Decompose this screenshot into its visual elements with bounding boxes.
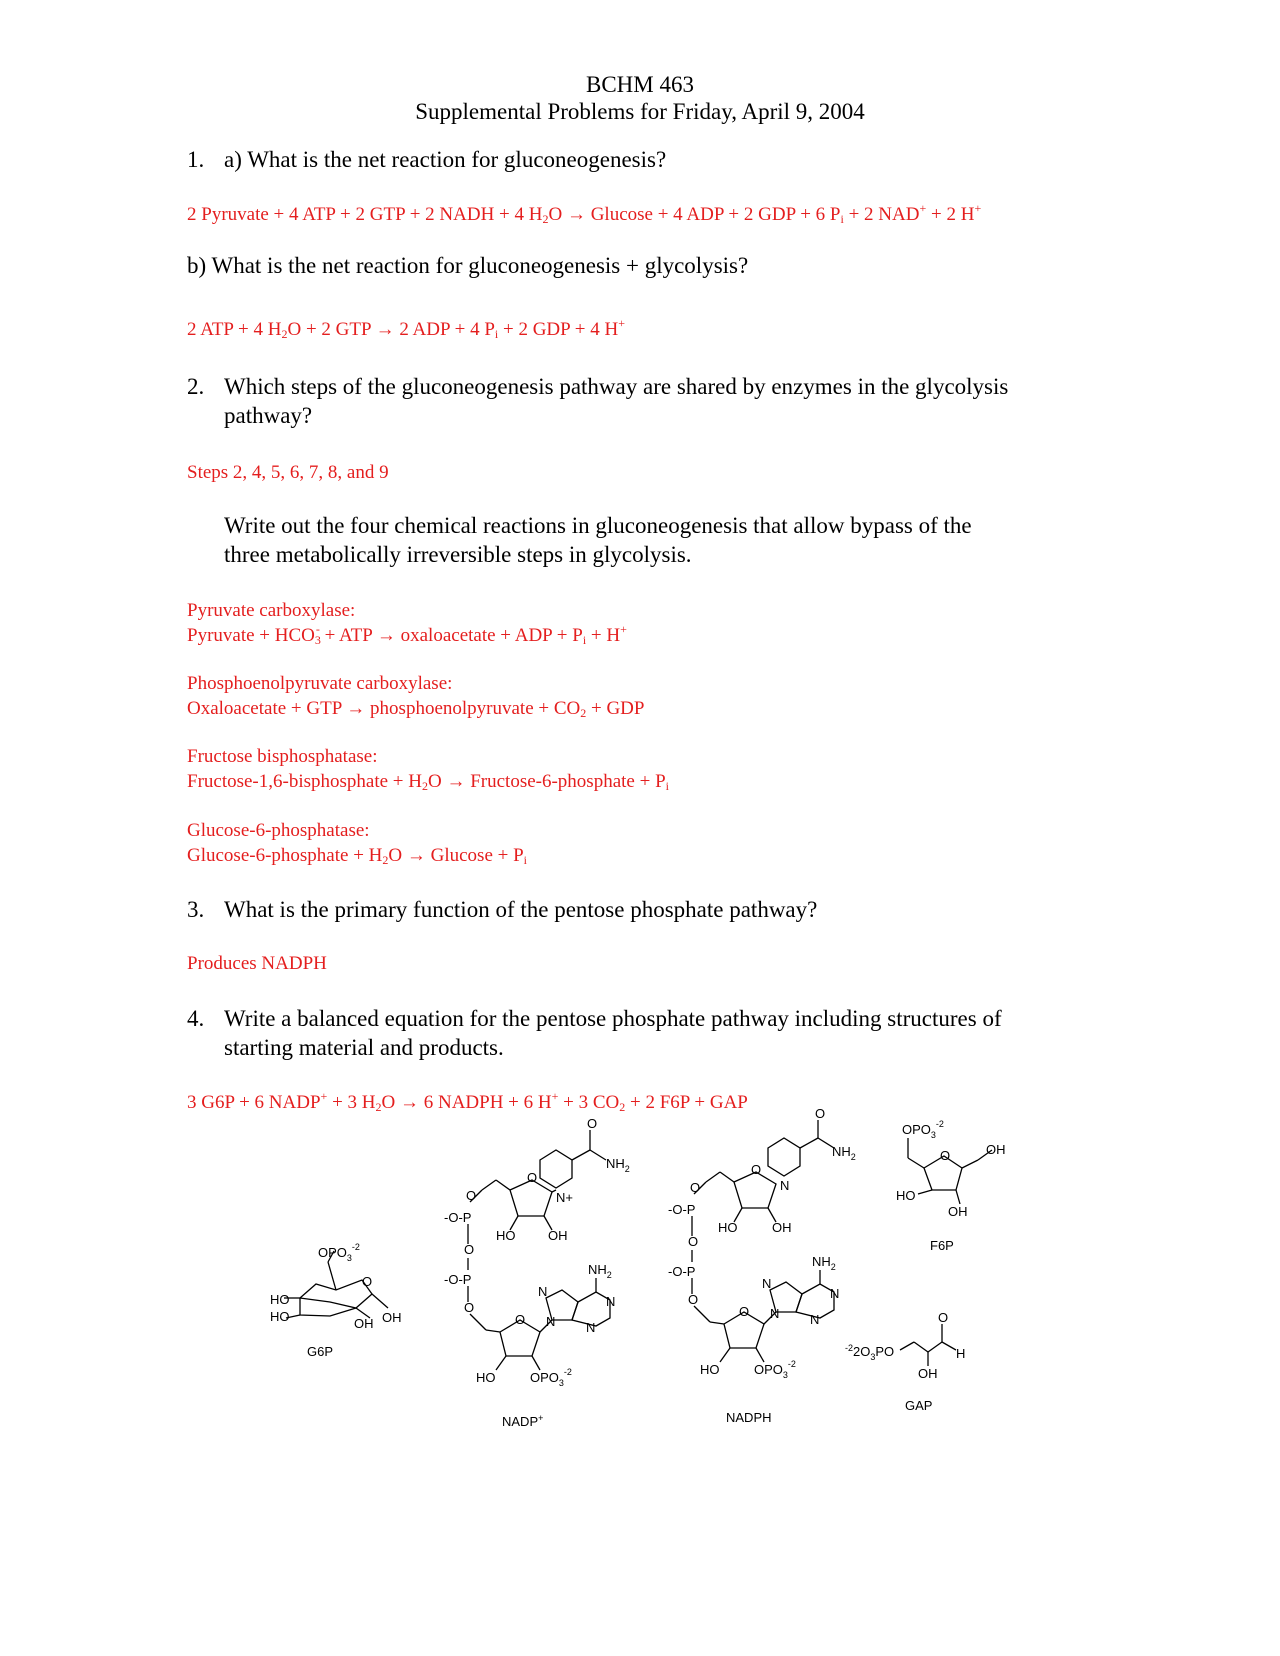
nadph-ribose1-oh: OH (772, 1220, 792, 1235)
question-2 (187, 372, 1087, 432)
nadp-amide-o: O (587, 1116, 598, 1131)
reaction-equation: Oxaloacetate + GTP → phosphoenolpyruvate + $CO_2$ + GDP (187, 698, 645, 720)
g6p-label: G6P (307, 1344, 334, 1359)
nadph-structure (668, 1106, 856, 1425)
f6p-structure (896, 1119, 1006, 1253)
nadp-plus-label: NADP+ (502, 1413, 544, 1429)
nadp-ribose1-ho: HO (496, 1228, 516, 1243)
gap-h: H (956, 1346, 966, 1361)
reaction-equation: Fructose-1,6-bisphosphate + $H_2O$ → Fructose-6-phosphate + $P_i$ (187, 771, 669, 793)
g6p-oh-2: OH (382, 1310, 402, 1325)
nadp-bridge-o1: O (466, 1188, 477, 1203)
nadph-amide-o: O (815, 1106, 826, 1121)
nadp-ribose1-o: O (527, 1170, 538, 1185)
nadph-ribose1-o: O (751, 1162, 762, 1177)
document-subtitle: Supplemental Problems for Friday, April 9, 2004 (415, 99, 865, 124)
followup-line1: Write out the four chemical reactions in gluconeogenesis that allow bypass of the (224, 513, 972, 538)
nadp-phosphate-1: -O-P (444, 1210, 472, 1225)
answer-1a: 2 Pyruvate + 4 ATP + 2 GTP + 2 NADH + 4 $H_2O \to Glucose + 4$ ADP + 2 GDP + 6 $P_i + 2$ NAD+ + 2 H+ (187, 201, 982, 226)
reaction-pyruvate-carboxylase (187, 598, 627, 648)
nadp-plus-structure (444, 1116, 630, 1429)
reaction-equation: Glucose-6-phosphate + $H_2O \to Glucose + P_i$ (187, 845, 527, 867)
nadp-n-plus: N+ (556, 1190, 573, 1205)
question-number: 1. (187, 147, 205, 172)
g6p-opo3: $OPO_3^{-2}$ (318, 1242, 360, 1263)
course-title: BCHM 463 (586, 72, 694, 97)
nadph-adenine-n1: N (762, 1276, 772, 1291)
nadp-adenine-n3: N (606, 1294, 616, 1309)
answer-4: 3 G6P + 6 NADP+ + 3 $H_2O \to 6$ NADPH + 6 H+ + 3 $CO_2 + 2$ F6P + GAP (187, 1089, 748, 1114)
nadph-ribose2-opo3: $OPO_3^{-2}$ (754, 1359, 796, 1380)
nadph-adenine-n4: N (810, 1312, 820, 1327)
gap-label: GAP (905, 1398, 933, 1413)
nadp-adenine-n1: N (538, 1284, 548, 1299)
question-number: 4. (187, 1006, 205, 1031)
nadph-ribose2-ho: HO (700, 1362, 720, 1377)
nadph-adenine-n3: N (830, 1286, 840, 1301)
nadp-ribose2-opo3: $OPO_3^{-2}$ (530, 1367, 572, 1388)
gap-carbonyl-o: O (938, 1310, 949, 1325)
question-text-line1: Write a balanced equation for the pentose phosphate pathway including structures of (224, 1006, 1002, 1031)
gap-structure (845, 1310, 965, 1413)
f6p-oh-2: OH (948, 1204, 968, 1219)
question-2-followup (224, 511, 1104, 571)
enzyme-name: Fructose bisphosphatase: (187, 746, 378, 767)
question-number: 2. (187, 374, 205, 399)
question-4 (187, 1004, 1087, 1064)
followup-line2: three metabolically irreversible steps in glycolysis. (224, 542, 692, 567)
g6p-ring-o: O (362, 1274, 373, 1289)
nadph-bridge-o3: O (688, 1292, 699, 1307)
nadph-amide-nh2: $NH_2$ (832, 1144, 856, 1162)
answer-3: Produces NADPH (187, 953, 327, 974)
nadp-bridge-o3: O (464, 1300, 475, 1315)
nadp-ribose1-oh: OH (548, 1228, 568, 1243)
gap-oh: OH (918, 1366, 938, 1381)
nadph-ribose1-ho: HO (718, 1220, 738, 1235)
g6p-oh-1: OH (354, 1316, 374, 1331)
enzyme-name: Glucose-6-phosphatase: (187, 820, 370, 841)
nadph-adenine-nh2: $NH_2$ (812, 1254, 836, 1272)
nadp-amide-nh2: $NH_2$ (606, 1156, 630, 1174)
f6p-ho: HO (896, 1188, 916, 1203)
nadph-phosphate-1: -O-P (668, 1202, 696, 1217)
reaction-glucose-6-phosphatase (187, 818, 527, 868)
question-text-line1: Which steps of the gluconeogenesis pathway are shared by enzymes in the glycolysis (224, 374, 1009, 399)
nadp-bridge-o2: O (464, 1242, 475, 1257)
g6p-ho-2: HO (270, 1309, 290, 1324)
nadph-bridge-o2: O (688, 1234, 699, 1249)
question-text-line2: pathway? (224, 403, 313, 428)
nadph-phosphate-2: -O-P (668, 1264, 696, 1279)
reaction-pep-carboxylase (187, 671, 644, 721)
answer-1b: 2 ATP + 4 $H_2O + 2$ GTP → 2 ADP + 4 $P_i + 2$ GDP + 4 H+ (187, 316, 625, 341)
nadph-bridge-o1: O (690, 1180, 701, 1195)
nadph-label: NADPH (726, 1410, 772, 1425)
structures-figure (0, 1106, 1280, 1480)
nadp-adenine-n4: N (586, 1320, 596, 1335)
nadp-phosphate-2: -O-P (444, 1272, 472, 1287)
question-1a (187, 145, 1087, 175)
f6p-oh-1: OH (986, 1142, 1006, 1157)
f6p-opo3: $OPO_3^{-2}$ (902, 1119, 944, 1140)
nadph-adenine-n2: N (770, 1306, 780, 1321)
f6p-ring-o: O (940, 1148, 951, 1163)
f6p-label: F6P (930, 1238, 954, 1253)
question-1b: b) What is the net reaction for gluconeogenesis + glycolysis? (187, 253, 749, 278)
nadph-ribose2-o: O (739, 1304, 750, 1319)
question-text: a) What is the net reaction for gluconeogenesis? (224, 147, 667, 172)
g6p-structure (270, 1242, 402, 1359)
nadp-adenine-n2: N (546, 1314, 556, 1329)
g6p-ho-1: HO (270, 1292, 290, 1307)
answer-2: Steps 2, 4, 5, 6, 7, 8, and 9 (187, 462, 389, 483)
reaction-fructose-bisphosphatase (187, 744, 669, 794)
nadp-ribose2-ho: HO (476, 1370, 496, 1385)
nadph-n: N (780, 1178, 790, 1193)
nadp-adenine-nh2: $NH_2$ (588, 1262, 612, 1280)
question-3 (187, 895, 1087, 925)
nadp-ribose2-o: O (515, 1312, 526, 1327)
question-number: 3. (187, 897, 205, 922)
question-text-line2: starting material and products. (224, 1035, 504, 1060)
reaction-equation: Pyruvate + $HCO_3^-$ + ATP → oxaloacetate + ADP + $P_i + H^+$ (187, 622, 627, 647)
enzyme-name: Phosphoenolpyruvate carboxylase: (187, 673, 453, 694)
gap-phosphate: $^{-2}2O_3PO$ (845, 1343, 895, 1362)
enzyme-name: Pyruvate carboxylase: (187, 600, 356, 621)
question-text: What is the primary function of the pentose phosphate pathway? (224, 897, 818, 922)
